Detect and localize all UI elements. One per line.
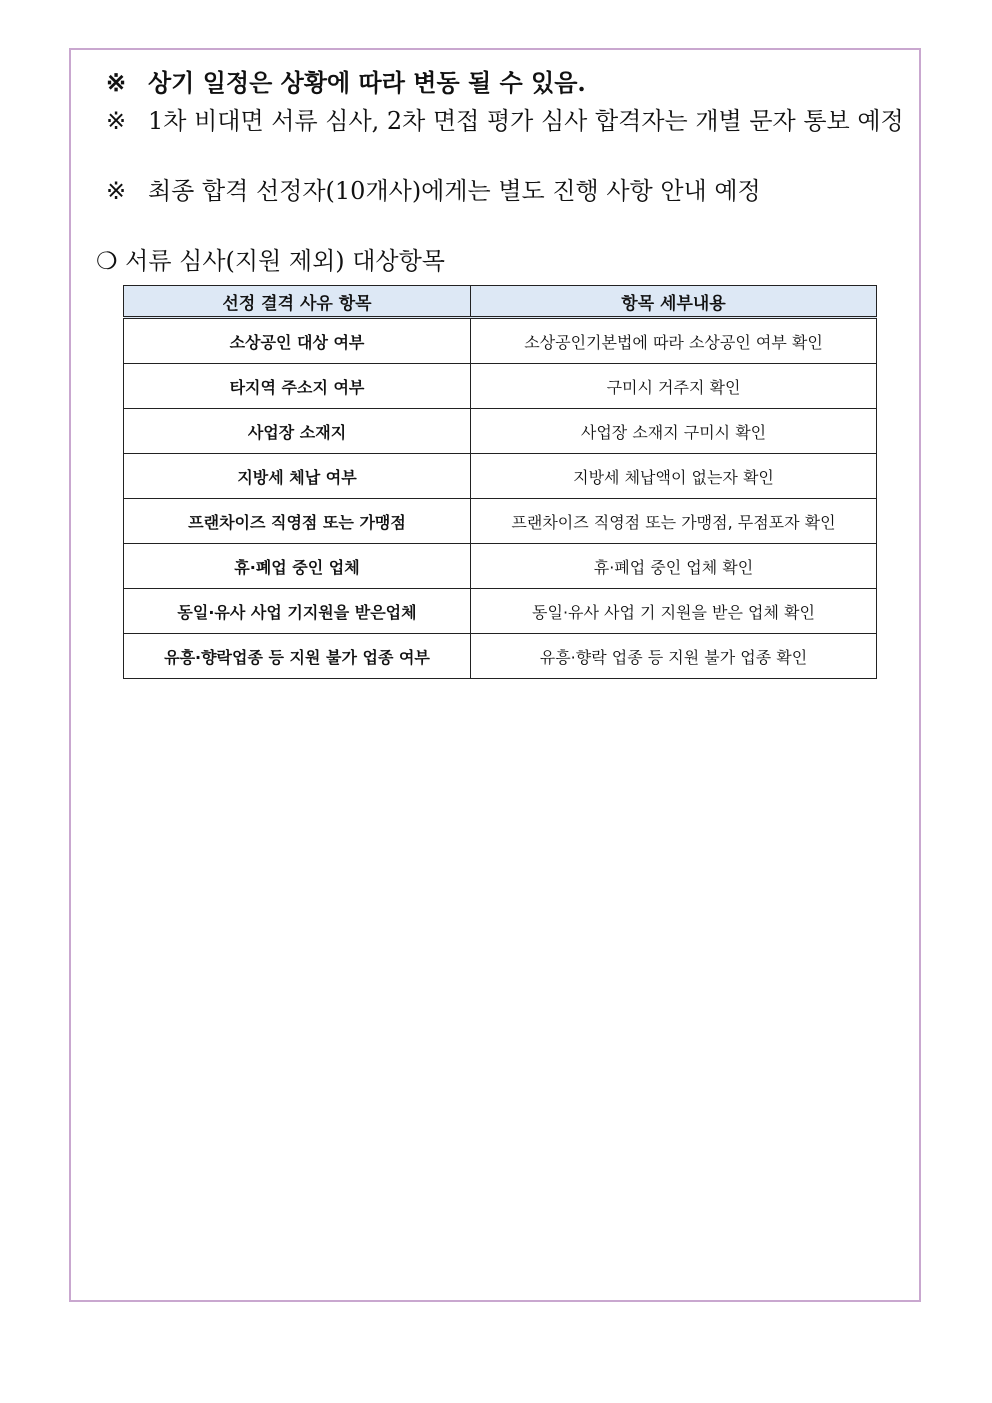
- criteria-detail: 사업장 소재지 구미시 확인: [471, 409, 877, 454]
- criteria-detail: 프랜차이즈 직영점 또는 가맹점, 무점포자 확인: [471, 499, 877, 544]
- note-text: 1차 비대면 서류 심사, 2차 면접 평가 심사 합격자는 개별 문자 통보 예정: [148, 107, 904, 135]
- section-heading: [96, 244, 445, 278]
- criteria-item: 휴·폐업 중인 업체: [124, 544, 471, 589]
- column-header: 항목 세부내용: [471, 286, 877, 318]
- exclusion-criteria-table: [123, 285, 877, 679]
- table-row: [124, 589, 877, 634]
- criteria-item: 사업장 소재지: [124, 409, 471, 454]
- criteria-item: 유흥·향락업종 등 지원 불가 업종 여부: [124, 634, 471, 679]
- criteria-detail: 휴·폐업 중인 업체 확인: [471, 544, 877, 589]
- criteria-item: 지방세 체납 여부: [124, 454, 471, 499]
- table-row: [124, 499, 877, 544]
- table-row: [124, 364, 877, 409]
- section-title: 서류 심사(지원 제외) 대상항목: [125, 247, 445, 275]
- criteria-detail: 유흥·향락 업종 등 지원 불가 업종 확인: [471, 634, 877, 679]
- table-row: [124, 544, 877, 589]
- final-selection-note: [106, 174, 906, 208]
- criteria-item: 소상공인 대상 여부: [124, 318, 471, 364]
- reference-mark-icon: ※: [106, 177, 127, 205]
- criteria-item: 프랜차이즈 직영점 또는 가맹점: [124, 499, 471, 544]
- criteria-detail: 소상공인기본법에 따라 소상공인 여부 확인: [471, 318, 877, 364]
- criteria-item: 동일·유사 사업 기지원을 받은업체: [124, 589, 471, 634]
- circle-bullet-icon: ❍: [96, 247, 118, 275]
- criteria-item: 타지역 주소지 여부: [124, 364, 471, 409]
- table-row: [124, 318, 877, 364]
- table-row: [124, 454, 877, 499]
- note-text: 최종 합격 선정자(10개사)에게는 별도 진행 사항 안내 예정: [148, 177, 761, 205]
- criteria-detail: 구미시 거주지 확인: [471, 364, 877, 409]
- criteria-detail: 동일·유사 사업 기 지원을 받은 업체 확인: [471, 589, 877, 634]
- table-row: [124, 409, 877, 454]
- schedule-change-note: [106, 66, 906, 100]
- criteria-detail: 지방세 체납액이 없는자 확인: [471, 454, 877, 499]
- note-text: 상기 일정은 상황에 따라 변동 될 수 있음.: [148, 68, 586, 97]
- column-header: 선정 결격 사유 항목: [124, 286, 471, 318]
- table-header-row: [124, 286, 877, 318]
- reference-mark-icon: ※: [106, 107, 127, 135]
- reference-mark-icon: ※: [106, 68, 127, 97]
- notification-note: [106, 104, 906, 138]
- table-row: [124, 634, 877, 679]
